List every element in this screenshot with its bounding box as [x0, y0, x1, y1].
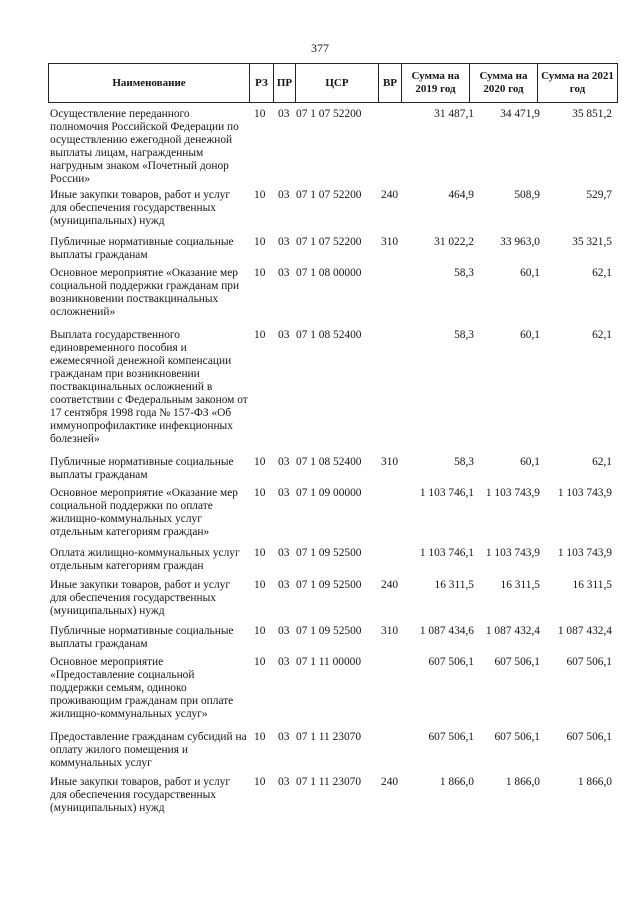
- cell-name: Предоставление гражданам субсидий на оплату жилого помещения и коммунальных услуг: [50, 731, 247, 769]
- cell-pr: 03: [278, 656, 290, 668]
- cell-vr: 310: [381, 456, 399, 468]
- cell-s2020: 1 866,0: [505, 776, 540, 788]
- cell-s2021: 16 311,5: [572, 579, 612, 591]
- header-sum-2021: Сумма на 2021 год: [537, 64, 617, 102]
- cell-vr: 240: [381, 776, 399, 788]
- cell-s2020: 60,1: [520, 329, 540, 341]
- cell-csr: 07 1 11 23070: [296, 731, 362, 743]
- cell-csr: 07 1 11 23070: [296, 776, 362, 788]
- cell-pr: 03: [278, 329, 290, 341]
- cell-name: Выплата государственного единовременного пособия и ежемесячной денежной компенсации гражданам при возникновении поствакцинальных осложнений в соответствии с Федеральным законом от 17 сентября 1998 года № 157-ФЗ «Об иммунопрофилактике инфекционных болезней»: [50, 329, 248, 445]
- table-header: [48, 63, 618, 103]
- cell-s2019: 58,3: [454, 267, 474, 279]
- cell-s2019: 1 087 434,6: [419, 625, 474, 637]
- cell-csr: 07 1 08 00000: [296, 267, 362, 279]
- cell-name: Иные закупки товаров, работ и услуг для обеспечения государственных (муниципальных) нужд: [50, 776, 231, 814]
- cell-s2020: 60,1: [520, 267, 540, 279]
- page-number: 377: [311, 41, 329, 55]
- cell-pr: 03: [278, 625, 290, 637]
- cell-vr: 240: [381, 579, 399, 591]
- header-csr: ЦСР: [295, 64, 378, 102]
- cell-name: Основное мероприятие «Оказание мер социальной поддержки гражданам при возникновении поствакцинальных осложнений»: [50, 267, 240, 318]
- cell-rz: 10: [254, 776, 266, 788]
- cell-s2020: 508,9: [514, 189, 540, 201]
- cell-name: Оплата жилищно-коммунальных услуг отдельным категориям граждан: [50, 547, 240, 572]
- cell-rz: 10: [254, 731, 266, 743]
- header-rz: РЗ: [249, 64, 273, 102]
- cell-rz: 10: [254, 189, 266, 201]
- cell-s2021: 1 103 743,9: [557, 487, 612, 499]
- cell-vr: 240: [381, 189, 399, 201]
- cell-pr: 03: [278, 731, 290, 743]
- cell-s2020: 1 103 743,9: [485, 547, 540, 559]
- cell-rz: 10: [254, 625, 266, 637]
- cell-name: Публичные нормативные социальные выплаты гражданам: [50, 625, 234, 650]
- cell-rz: 10: [254, 547, 266, 559]
- cell-s2021: 62,1: [592, 267, 612, 279]
- cell-s2019: 607 506,1: [428, 656, 474, 668]
- cell-s2019: 1 103 746,1: [419, 547, 474, 559]
- cell-pr: 03: [278, 487, 290, 499]
- cell-s2019: 58,3: [454, 329, 474, 341]
- budget-table: [48, 63, 618, 814]
- cell-csr: 07 1 08 52400: [296, 329, 362, 341]
- cell-s2021: 35 851,2: [572, 108, 612, 120]
- cell-s2021: 1 866,0: [577, 776, 612, 788]
- cell-s2020: 60,1: [520, 456, 540, 468]
- cell-pr: 03: [278, 776, 290, 788]
- header-pr: ПР: [273, 64, 295, 102]
- cell-s2020: 33 963,0: [500, 236, 540, 248]
- cell-s2021: 529,7: [586, 189, 612, 201]
- cell-s2019: 1 866,0: [439, 776, 474, 788]
- cell-name: Основное мероприятие «Оказание мер социальной поддержки по оплате жилищно-коммунальных услуг отдельным категориям граждан»: [50, 487, 238, 538]
- cell-name: Осуществление переданного полномочия Российской Федерации по осуществлению ежегодной денежной выплаты лицам, награжденным нагрудным знаком «Почетный донор России»: [50, 108, 239, 185]
- cell-pr: 03: [278, 547, 290, 559]
- header-name: Наименование: [112, 76, 186, 89]
- cell-csr: 07 1 07 52200: [296, 236, 362, 248]
- cell-csr: 07 1 09 52500: [296, 579, 362, 591]
- cell-s2019: 58,3: [454, 456, 474, 468]
- cell-csr: 07 1 07 52200: [296, 189, 362, 201]
- cell-csr: 07 1 09 52500: [296, 625, 362, 637]
- cell-s2021: 62,1: [592, 456, 612, 468]
- cell-s2020: 1 103 743,9: [485, 487, 540, 499]
- cell-s2020: 1 087 432,4: [485, 625, 540, 637]
- cell-csr: 07 1 08 52400: [296, 456, 362, 468]
- cell-s2019: 464,9: [448, 189, 474, 201]
- cell-name: Иные закупки товаров, работ и услуг для обеспечения государственных (муниципальных) нужд: [50, 579, 231, 617]
- header-sum-2019: Сумма на 2019 год: [401, 64, 469, 102]
- cell-name: Публичные нормативные социальные выплаты гражданам: [50, 456, 234, 481]
- cell-pr: 03: [278, 189, 290, 201]
- cell-csr: 07 1 09 00000: [296, 487, 362, 499]
- cell-vr: 310: [381, 236, 399, 248]
- cell-s2021: 1 103 743,9: [557, 547, 612, 559]
- cell-csr: 07 1 07 52200: [296, 108, 362, 120]
- cell-pr: 03: [278, 267, 290, 279]
- cell-rz: 10: [254, 329, 266, 341]
- cell-csr: 07 1 09 52500: [296, 547, 362, 559]
- cell-s2021: 35 321,5: [572, 236, 612, 248]
- cell-name: Иные закупки товаров, работ и услуг для обеспечения государственных (муниципальных) нужд: [50, 189, 231, 227]
- header-vr: ВР: [378, 64, 401, 102]
- cell-s2019: 31 487,1: [434, 108, 474, 120]
- cell-s2021: 607 506,1: [566, 731, 612, 743]
- cell-s2020: 34 471,9: [500, 108, 540, 120]
- cell-s2021: 607 506,1: [566, 656, 612, 668]
- cell-s2020: 16 311,5: [500, 579, 540, 591]
- cell-s2019: 1 103 746,1: [419, 487, 474, 499]
- cell-pr: 03: [278, 108, 290, 120]
- cell-rz: 10: [254, 487, 266, 499]
- cell-pr: 03: [278, 236, 290, 248]
- cell-name: Основное мероприятие «Предоставление социальной поддержки семьям, одиноко проживающим гражданам при оплате жилищно-коммунальных услуг»: [50, 656, 234, 720]
- cell-pr: 03: [278, 579, 290, 591]
- cell-rz: 10: [254, 579, 266, 591]
- cell-s2020: 607 506,1: [494, 656, 540, 668]
- cell-s2019: 607 506,1: [428, 731, 474, 743]
- header-sum-2020: Сумма на 2020 год: [469, 64, 537, 102]
- cell-rz: 10: [254, 236, 266, 248]
- cell-rz: 10: [254, 656, 266, 668]
- cell-s2019: 16 311,5: [434, 579, 474, 591]
- cell-csr: 07 1 11 00000: [296, 656, 362, 668]
- cell-s2019: 31 022,2: [434, 236, 474, 248]
- cell-vr: 310: [381, 625, 399, 637]
- cell-s2021: 1 087 432,4: [557, 625, 612, 637]
- cell-pr: 03: [278, 456, 290, 468]
- cell-rz: 10: [254, 267, 266, 279]
- cell-rz: 10: [254, 456, 266, 468]
- cell-rz: 10: [254, 108, 266, 120]
- cell-s2020: 607 506,1: [494, 731, 540, 743]
- cell-s2021: 62,1: [592, 329, 612, 341]
- cell-name: Публичные нормативные социальные выплаты гражданам: [50, 236, 234, 261]
